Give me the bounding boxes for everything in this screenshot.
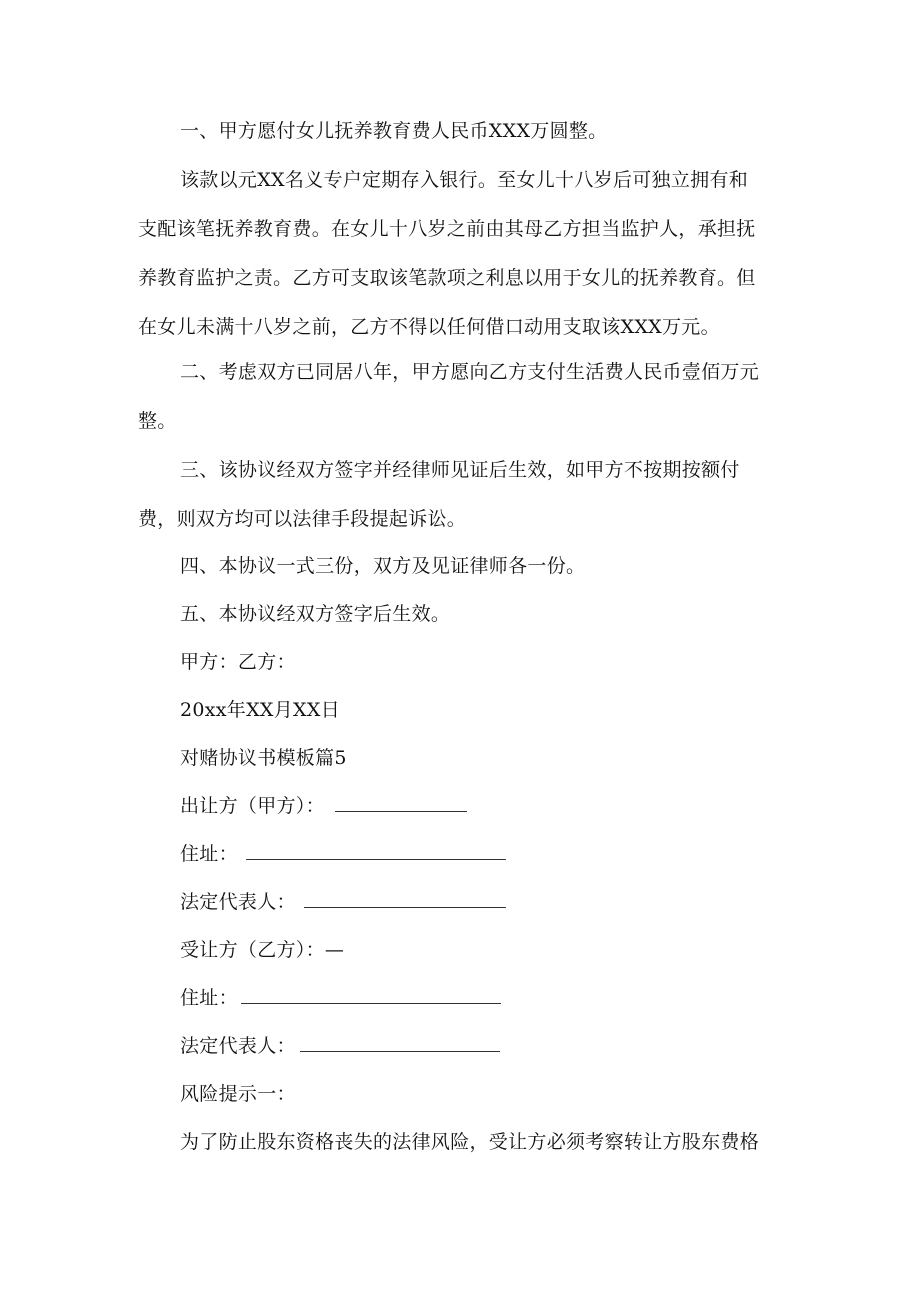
legal-rep-label: 法定代表人：: [180, 891, 296, 913]
parties-signature: 甲方：乙方：: [180, 651, 296, 673]
clause-1-line-2: 该款以元XX名义专户定期存入银行。至女儿十八岁后可独立拥有和: [180, 169, 749, 191]
transferor-row: [180, 794, 467, 818]
clause-4: 四、本协议一式三份，双方及见证律师各一份。: [180, 555, 586, 577]
address-row-2: [180, 986, 501, 1010]
clause-2-line-2: 整。: [138, 410, 177, 432]
legal-rep-blank: [300, 1034, 500, 1052]
clause-3-line-1: 三、该协议经双方签字并经律师见证后生效，如甲方不按期按额付: [180, 459, 740, 481]
transferor-label: 出让方（甲方）：: [180, 795, 325, 817]
transferee-row: 受让方（乙方）：—: [180, 939, 345, 961]
clause-1-line-3: 支配该笔抚养教育费。在女儿十八岁之前由其母乙方担当监护人，承担抚: [138, 218, 756, 240]
agreement-date: 20xx年XX月XX日: [180, 699, 341, 721]
section-title: 对赌协议书模板篇5: [180, 747, 347, 769]
risk-title: 风险提示一：: [180, 1083, 296, 1105]
clause-3-line-2: 费，则双方均可以法律手段提起诉讼。: [138, 508, 467, 530]
risk-text: 为了防止股东资格丧失的法律风险，受让方必须考察转让方股东费格: [180, 1131, 760, 1153]
clause-2-line-1: 二、考虑双方已同居八年，甲方愿向乙方支付生活费人民币壹佰万元: [180, 361, 760, 383]
clause-1-line-5: 在女儿未满十八岁之前，乙方不得以任何借口动用支取该XXX万元。: [138, 316, 720, 338]
legal-rep-label: 法定代表人：: [180, 1035, 296, 1057]
clause-1-line-4: 养教育监护之责。乙方可支取该笔款项之利息以用于女儿的抚养教育。但: [138, 267, 756, 289]
address-blank: [246, 842, 506, 860]
legal-rep-row-2: [180, 1034, 500, 1058]
clause-5: 五、本协议经双方签字后生效。: [180, 603, 451, 625]
address-row-1: [180, 842, 506, 866]
address-blank: [241, 986, 501, 1004]
address-label: 住址：: [180, 843, 238, 865]
legal-rep-row-1: [180, 890, 506, 914]
clause-1-line-1: 一、甲方愿付女儿抚养教育费人民币XXX万圆整。: [180, 120, 608, 142]
legal-rep-blank: [304, 890, 506, 908]
address-label: 住址：: [180, 987, 238, 1009]
transferor-blank: [335, 794, 467, 812]
